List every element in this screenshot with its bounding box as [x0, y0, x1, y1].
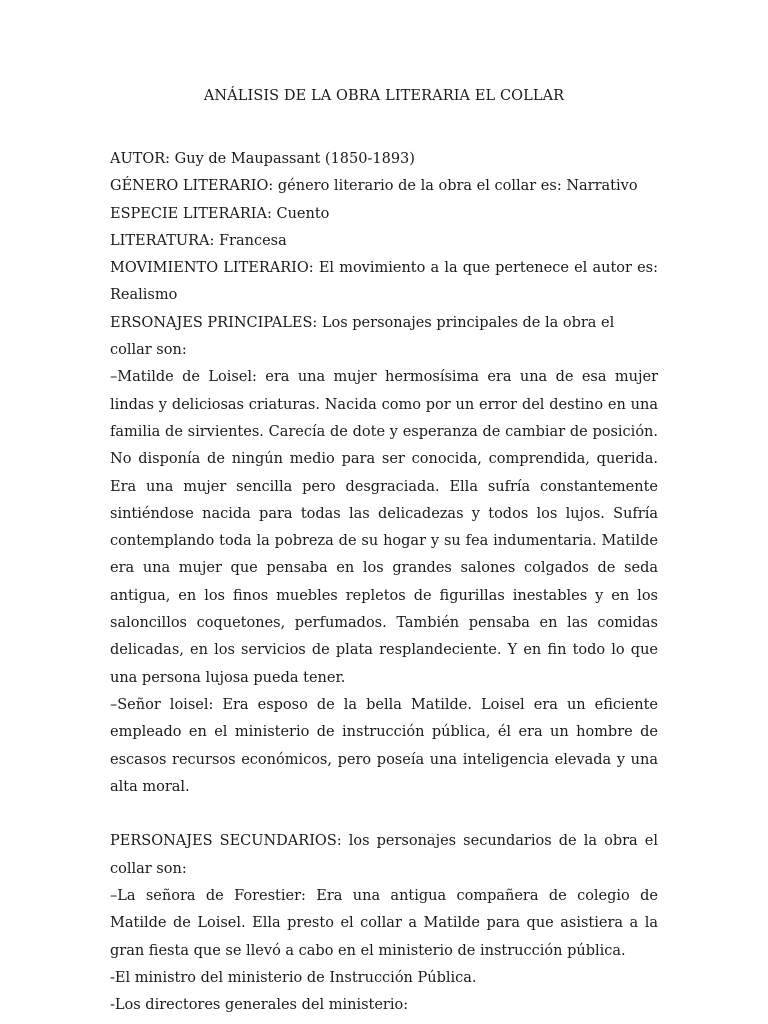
genero-line: GÉNERO LITERARIO: género literario de la obra el collar es: Narrativo: [110, 178, 638, 195]
loisel-paragraph: –Señor loisel: Era esposo de la bella Matilde. Loisel era un eficiente empleado en el ministerio de instrucción pública, él era un hombre de escasos recursos económicos, pero poseía una inteligencia elevada y una alta moral.: [110, 696, 658, 795]
literatura-line: LITERATURA: Francesa: [110, 232, 287, 249]
spacer: [110, 801, 658, 828]
secundarios-heading: PERSONAJES SECUNDARIOS: los personajes secundarios de la obra el collar son:: [110, 833, 658, 877]
forestier-paragraph: –La señora de Forestier: Era una antigua compañera de colegio de Matilde de Loisel. Ella presto el collar a Matilde para que asistiera a la gran fiesta que se llevó a cabo en el ministerio de instrucción pública.: [110, 888, 658, 959]
directores-line: -Los directores generales del ministerio:: [110, 997, 409, 1014]
movimiento-paragraph: MOVIMIENTO LITERARIO: El movimiento a la que pertenece el autor es: Realismo: [110, 260, 658, 304]
especie-line: ESPECIE LITERARIA: Cuento: [110, 205, 330, 222]
autor-line: AUTOR: Guy de Maupassant (1850-1893): [110, 151, 415, 167]
matilde-paragraph: –Matilde de Loisel: era una mujer hermosísima era una de esa mujer lindas y deliciosas criaturas. Nacida como por un error del destino en una familia de sirvientes. Carecía de dote y esperanza de cambiar de posición. No disponía de ningún medio para ser conocida, comprendida, querida. Era una mujer sencilla pero desgraciada. Ella sufría constantemente sintiéndose nacida para todas las delicadezas y todos los lujos. Sufría contemplando toda la pobreza de su hogar y su fea indumentaria. Matilde era una mujer que pensaba en los grandes salones colgados de seda antigua, en los finos muebles repletos de figurillas inestables y en los saloncillos coquetones, perfumados. También pensaba en las comidas delicadas, en los servicios de plata resplandeciente. Y en fin todo lo que una persona lujosa pueda tener.: [110, 369, 658, 686]
principales-heading: ERSONAJES PRINCIPALES: Los personajes principales de la obra el collar son:: [110, 314, 615, 359]
document-title: ANÁLISIS DE LA OBRA LITERARIA EL COLLAR: [203, 88, 565, 104]
document-body: [110, 146, 658, 1020]
ministro-line: -El ministro del ministerio de Instrucción Pública.: [110, 969, 477, 986]
